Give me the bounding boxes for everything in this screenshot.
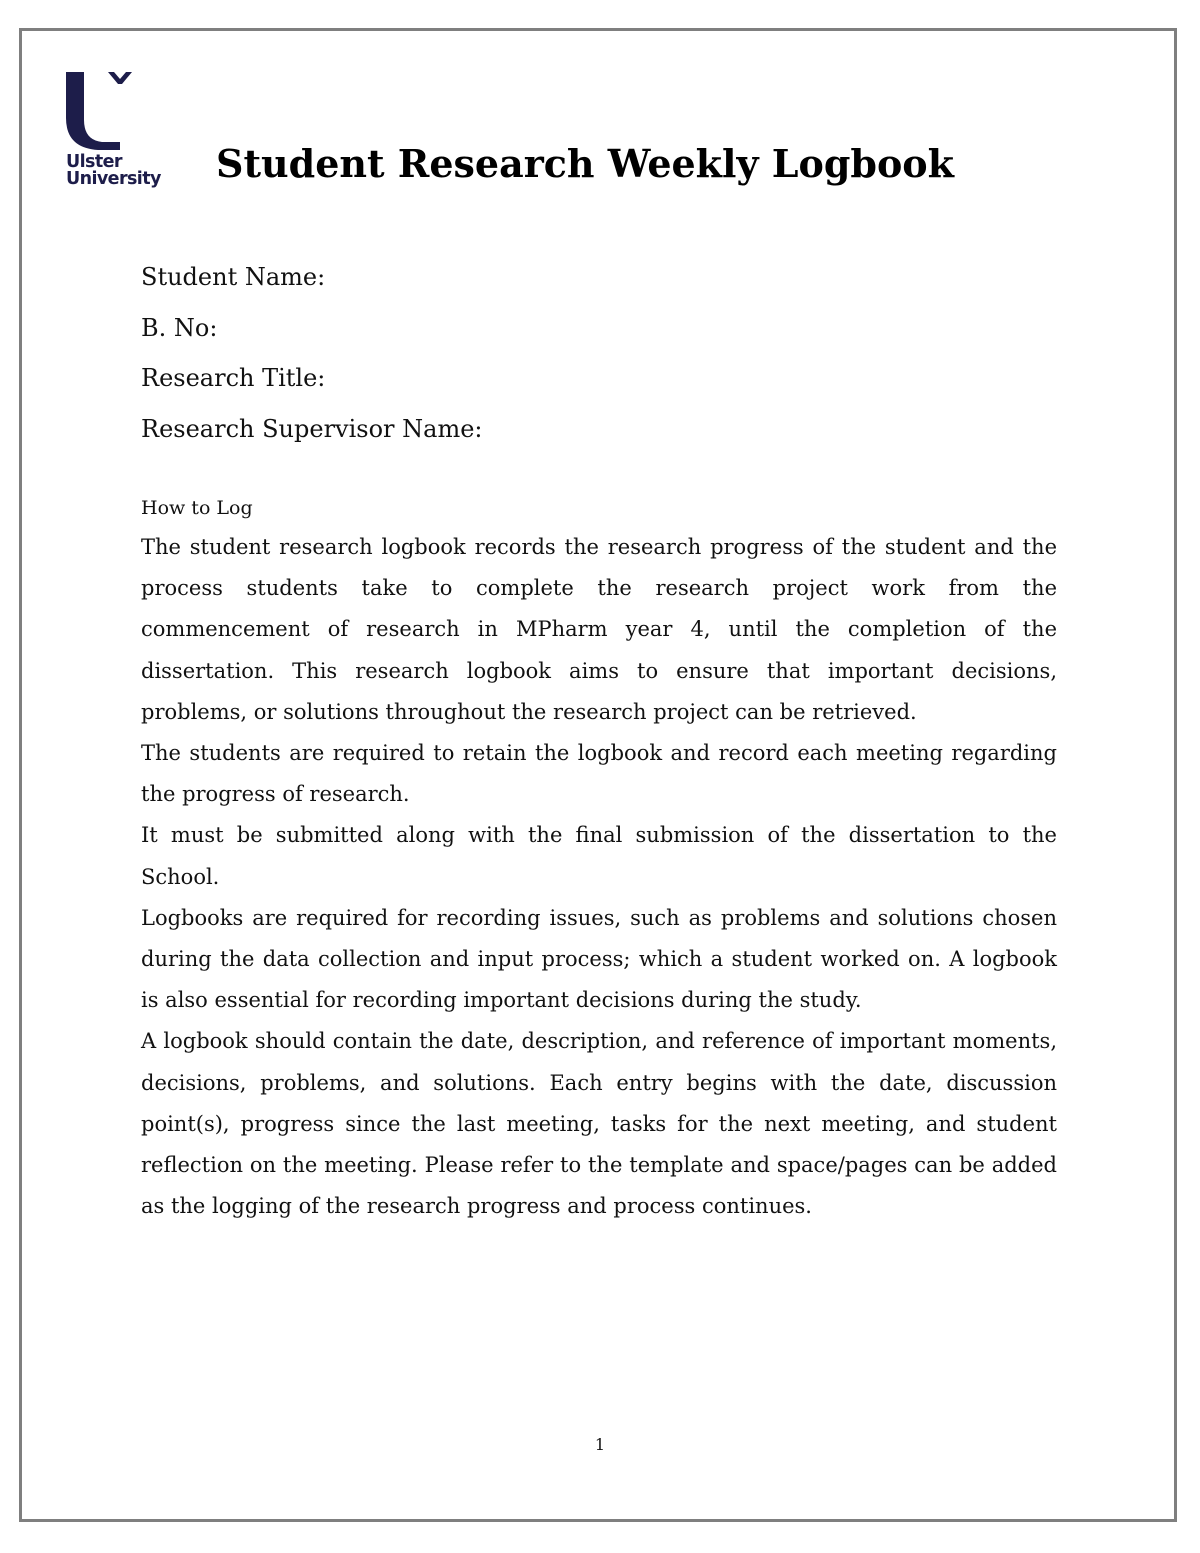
how-to-log-heading: How to Log — [141, 497, 253, 519]
ulster-u-mark-icon — [64, 68, 164, 154]
paragraph-submission: It must be submitted along with the final submission of the dissertation to the School. — [141, 823, 1057, 889]
document-title: Student Research Weekly Logbook — [216, 141, 954, 186]
page-number: 1 — [594, 1435, 606, 1454]
research-supervisor-name-label: Research Supervisor Name: — [141, 414, 483, 443]
ulster-university-logo — [64, 68, 164, 194]
research-title-label: Research Title: — [141, 364, 326, 392]
paragraph-recording-issues: Logbooks are required for recording issues, such as problems and solutions chosen during the data collection and input process; which a student worked on. A logbook is also essential for recording important decisions during the study. — [141, 905, 1057, 1013]
b-number-label: B. No: — [141, 313, 218, 342]
logo-text-ulster: Ulster — [66, 152, 122, 172]
how-to-log-body — [141, 527, 1057, 1227]
student-details-fields — [141, 252, 483, 454]
paragraph-logbook-purpose: The student research logbook records the research progress of the student and the process students take to complete the research project work from the commencement of research in MPharm year 4, until the completion of the dissertation. This research logbook aims to ensure that important decisions, problems, or solutions throughout the research project can be retrieved. — [141, 535, 1057, 724]
student-name-label: Student Name: — [141, 263, 326, 291]
logo-text-university: University — [66, 169, 161, 189]
paragraph-logbook-contents: A logbook should contain the date, description, and reference of important moments, decisions, problems, and solutions. Each entry begins with the date, discussion point(s), progress since the last meeting, tasks for the next meeting, and student reflection on the meeting. Please refer to the template and space/pages can be added as the logging of the research progress and process continues. — [141, 1029, 1057, 1219]
paragraph-retain-logbook: The students are required to retain the logbook and record each meeting regarding the progress of research. — [141, 741, 1057, 807]
